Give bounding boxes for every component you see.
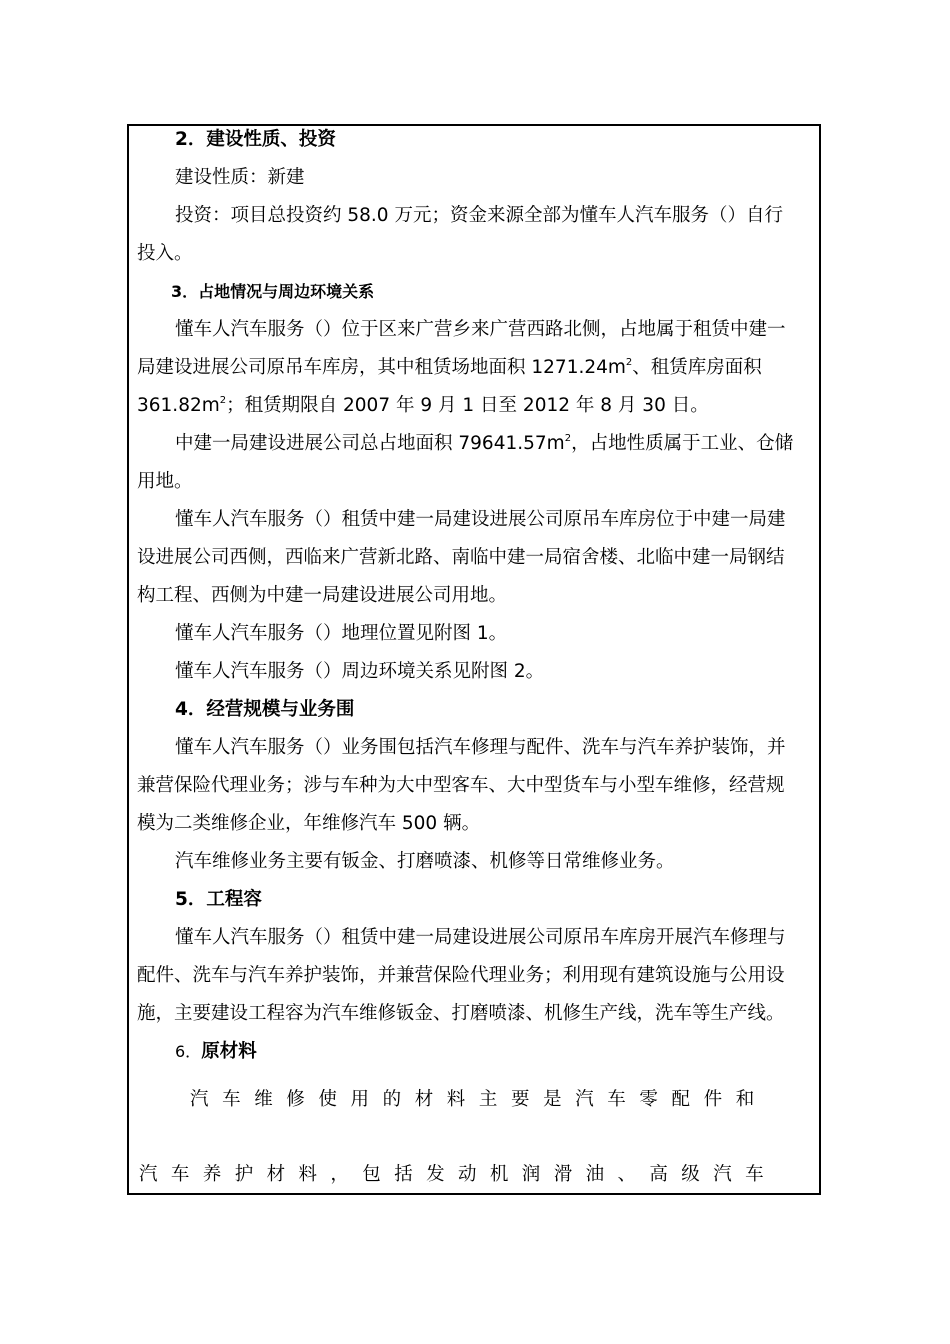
materials-line-1: 汽车维修使用的材料主要是汽车零配件和	[190, 1089, 768, 1110]
section-6-title: 原材料	[201, 1041, 257, 1062]
location-figure-ref: 懂车人汽车服务（）地理位置见附图 1。	[175, 623, 508, 644]
surroundings-line-2: 设进展公司西侧，西临来广营新北路、南临中建一局宿舍楼、北临中建一局钢结	[137, 547, 785, 568]
environment-figure-ref: 懂车人汽车服务（）周边环境关系见附图 2。	[175, 661, 545, 682]
section-2-heading: 2．建设性质、投资	[175, 129, 336, 150]
company-area-line-1	[175, 432, 813, 456]
section-3-heading-text: 3．占地情况与周边环境关系	[171, 282, 375, 301]
company-area-text: 中建一局建设进展公司总占地面积 79641.57m	[175, 433, 565, 454]
superscript-2: 2	[219, 394, 227, 406]
site-area-text: 局建设进展公司原吊车库房，其中租赁场地面积 1271.24m	[137, 357, 626, 378]
surroundings-line-1: 懂车人汽车服务（）租赁中建一局建设进展公司原吊车库房位于中建一局建	[175, 509, 786, 530]
project-content-line-1: 懂车人汽车服务（）租赁中建一局建设进展公司原吊车库房开展汽车修理与	[175, 927, 786, 948]
site-paragraph-line-1: 懂车人汽车服务（）位于区来广营乡来广营西路北侧，占地属于租赁中建一	[175, 319, 786, 340]
superscript-2: 2	[625, 356, 633, 368]
business-scope-line-2: 兼营保险代理业务；涉与车种为大中型客车、大中型货车与小型车维修，经营规	[137, 775, 785, 796]
project-content-line-2: 配件、洗车与汽车养护装饰，并兼营保险代理业务；利用现有建筑设施与公用设	[137, 965, 785, 986]
section-4-heading: 4．经营规模与业务围	[175, 699, 355, 720]
investment-text-line-1: 投资：项目总投资约 58.0 万元；资金来源全部为懂车人汽车服务（）自行	[175, 205, 783, 226]
investment-text-line-2: 投入。	[137, 243, 193, 264]
section-5-heading: 5．工程容	[175, 889, 262, 910]
project-content-line-3: 施，主要建设工程容为汽车维修钣金、打磨喷漆、机修生产线，洗车等生产线。	[137, 1003, 785, 1024]
lease-period-text: ；租赁期限自 2007 年 9 月 1 日至 2012 年 8 月 30 日。	[226, 395, 709, 416]
materials-line-2: 汽车养护材料，包括发动机润滑油、高级汽车	[139, 1164, 778, 1185]
surroundings-line-3: 构工程、西侧为中建一局建设进展公司用地。	[137, 585, 508, 606]
business-scope-line-3: 模为二类维修企业，年维修汽车 500 辆。	[137, 813, 481, 834]
site-paragraph-line-3	[137, 394, 813, 418]
company-area-line-2: 用地。	[137, 471, 193, 492]
construction-nature-text: 建设性质：新建	[175, 167, 305, 188]
warehouse-area-label: 、租赁库房面积	[632, 357, 762, 378]
warehouse-area-value: 361.82m	[137, 395, 220, 416]
repair-services-text: 汽车维修业务主要有钣金、打磨喷漆、机修等日常维修业务。	[175, 851, 675, 872]
superscript-2: 2	[564, 432, 572, 444]
section-6-number: 6．	[175, 1042, 202, 1061]
site-paragraph-line-2	[137, 356, 813, 380]
land-use-text: ，占地性质属于工业、仓储	[571, 433, 794, 454]
business-scope-line-1: 懂车人汽车服务（）业务围包括汽车修理与配件、洗车与汽车养护装饰，并	[175, 737, 786, 758]
section-6-heading	[175, 1040, 813, 1064]
section-3-heading	[171, 280, 813, 304]
